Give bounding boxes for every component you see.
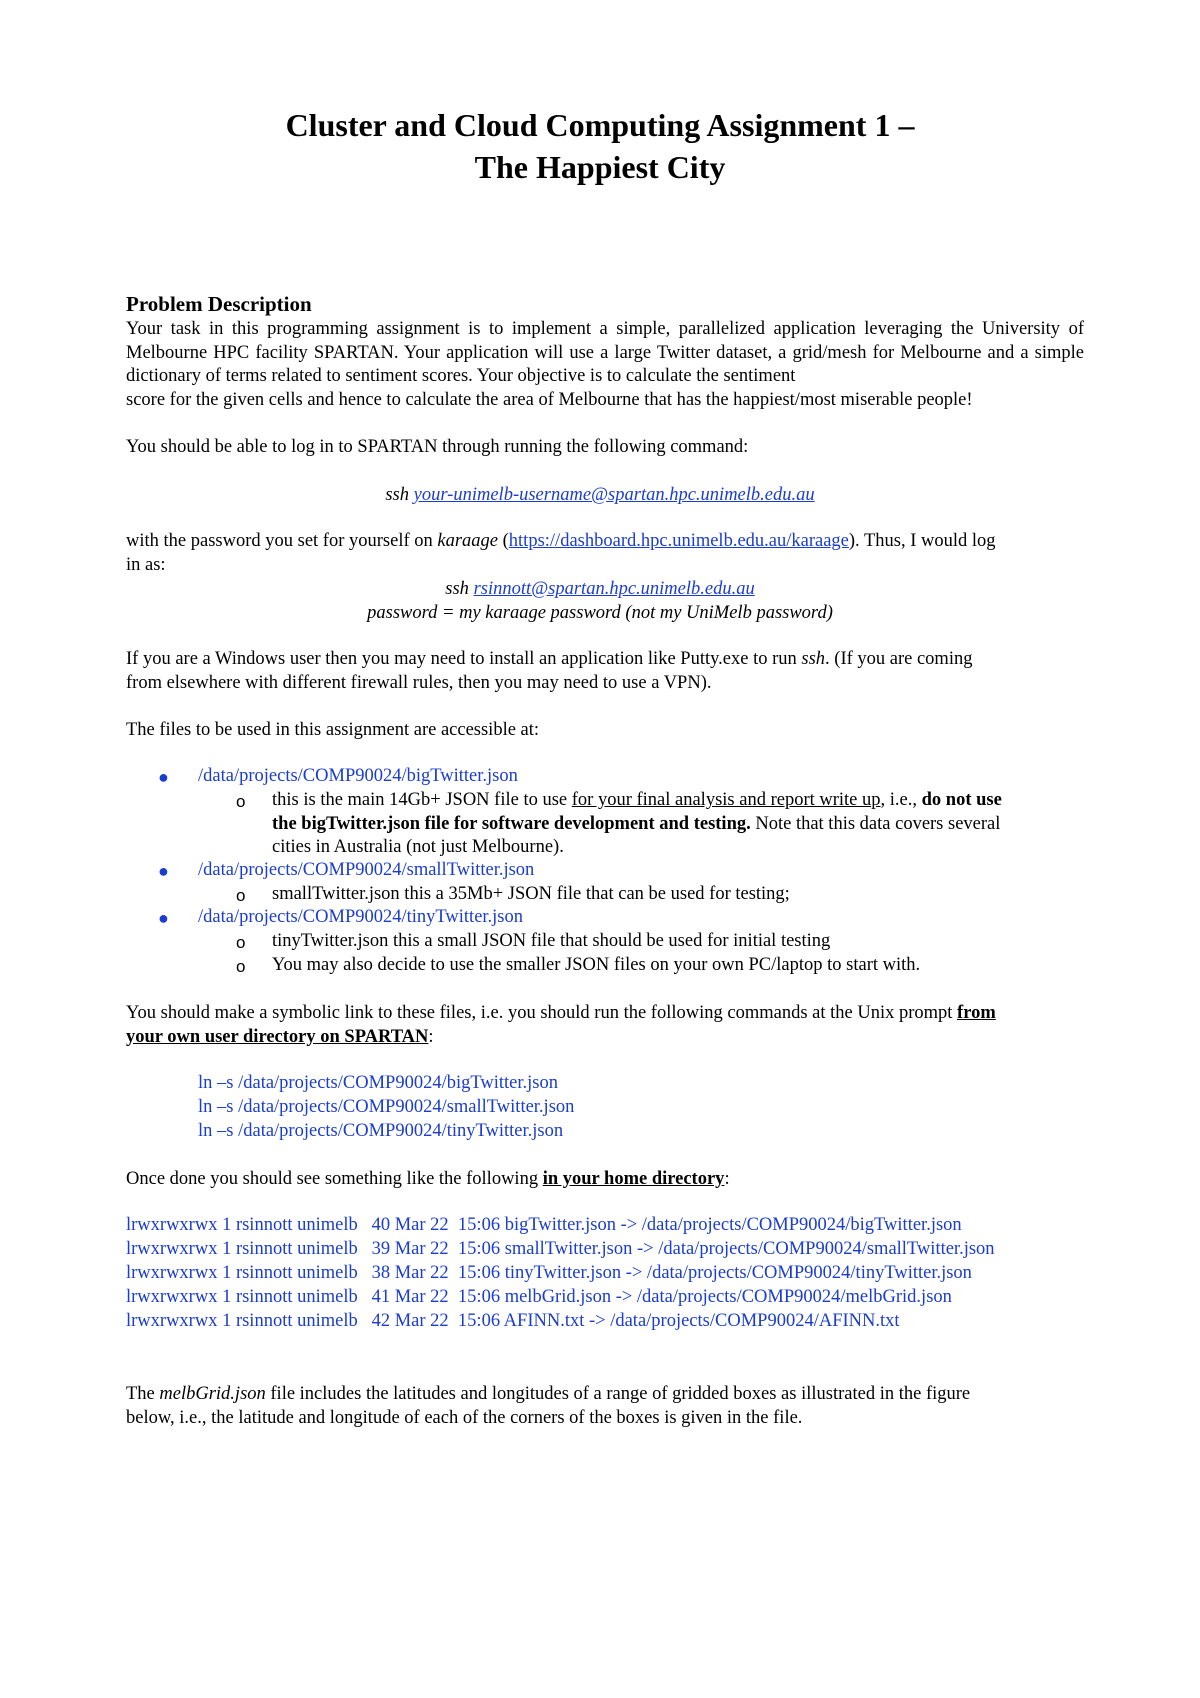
karaage-link[interactable]: https://dashboard.hpc.unimelb.edu.au/karaage [508, 531, 849, 551]
password-text: with the password you set for yourself on [126, 531, 438, 551]
home-text: Once done you should see something like the following [126, 1169, 543, 1189]
grid-line2: below, i.e., the latitude and longitude of each of the corners of the boxes is given in the file. [126, 1407, 803, 1428]
ssh-command-line [0, 483, 1200, 507]
symlink-colon: : [428, 1026, 434, 1047]
directory-listing-row: lrwxrwxrwx 1 rsinnott unimelb 42 Mar 22 15:06 AFINN.txt -> /data/projects/COMP90024/AFINN.txt [126, 1311, 900, 1331]
ssh-example-prefix: ssh [445, 579, 469, 599]
big-note-bold-line2: the bigTwitter.json file for software development and testing. [272, 813, 751, 834]
windows-text: If you are a Windows user then you may need to install an application like Putty.exe to run [126, 649, 802, 669]
files-intro: The files to be used in this assignment are accessible at: [126, 720, 540, 740]
directory-listing-row: lrwxrwxrwx 1 rsinnott unimelb 41 Mar 22 15:06 melbGrid.json -> /data/projects/COMP90024/melbGrid.json [126, 1287, 952, 1307]
section-heading: Problem Description [126, 292, 312, 316]
sub-bullet-marker: o [236, 886, 246, 905]
windows-paragraph [126, 648, 1084, 695]
symlink-command: ln –s /data/projects/COMP90024/tinyTwitter.json [198, 1121, 564, 1141]
sub-bullet-marker: o [236, 933, 246, 952]
file-path-tiny: /data/projects/COMP90024/tinyTwitter.json [198, 907, 524, 927]
symlink-bold-from: from [957, 1003, 996, 1023]
password-paragraph [126, 530, 1084, 577]
password-note: password = my karaage password (not my UniMelb password) [367, 603, 833, 623]
ssh-prefix: ssh [385, 485, 410, 505]
big-note-line3: cities in Australia (not just Melbourne). [272, 837, 564, 857]
directory-listing-row: lrwxrwxrwx 1 rsinnott unimelb 38 Mar 22 15:06 tinyTwitter.json -> /data/projects/COMP90024/tinyTwitter.json [126, 1263, 972, 1283]
big-note-part1: this is the main 14Gb+ JSON file to use [272, 790, 572, 810]
big-note-line2-rest: Note that this data covers several [750, 813, 1001, 834]
ssh-example-link[interactable]: rsinnott@spartan.hpc.unimelb.edu.au [473, 579, 755, 599]
big-note-part3: , i.e., [880, 790, 922, 810]
ssh-username-link[interactable]: your-unimelb-username@spartan.hpc.unimelb.edu.au [413, 485, 815, 505]
small-file-note: smallTwitter.json this a 35Mb+ JSON file that can be used for testing; [272, 884, 790, 904]
problem-paragraph-body: Your task in this programming assignment is to implement a simple, parallelized application leveraging the University of Melbourne HPC facility SPARTAN. Your application will use a large Twitter dataset, a grid/mesh for Melbourne and a simple dictionary of terms related to sentiment scores. Your objective is to calculate the sentiment [126, 319, 1084, 386]
windows-ssh: ssh [801, 649, 826, 669]
big-file-note [272, 789, 1084, 860]
bullet-dot: ● [158, 861, 169, 881]
sub-bullet-marker: o [236, 957, 246, 976]
symlink-text: You should make a symbolic link to these files, i.e. you should run the following commands at the Unix prompt [126, 1003, 958, 1023]
big-note-underline: for your final analysis and report write up [571, 790, 881, 810]
tiny-file-note: tinyTwitter.json this a small JSON file that should be used for initial testing [272, 931, 831, 951]
grid-text-post: file includes the latitudes and longitudes of a range of gridded boxes as illustrated in the figure [265, 1384, 971, 1404]
grid-paragraph [126, 1383, 1084, 1430]
big-note-bold: do not use [921, 790, 1002, 810]
login-intro: You should be able to log in to SPARTAN through running the following command: [126, 437, 749, 457]
symlink-paragraph [126, 1002, 1084, 1049]
karaage-word: karaage [437, 531, 498, 551]
file-path-big: /data/projects/COMP90024/bigTwitter.json [198, 766, 518, 786]
home-intro [126, 1168, 1084, 1192]
home-bold: in your home directory [542, 1169, 725, 1189]
problem-paragraph [126, 318, 1084, 412]
ssh-example-line [0, 577, 1200, 601]
bullet-dot: ● [158, 908, 169, 928]
karaage-open: ( [498, 531, 509, 551]
karaage-close: ). Thus, I would log [848, 531, 996, 551]
bullet-dot: ● [158, 767, 169, 787]
home-colon: : [724, 1169, 730, 1189]
windows-post: . (If you are coming [825, 649, 973, 669]
local-pc-note: You may also decide to use the smaller JSON files on your own PC/laptop to start with. [272, 955, 921, 975]
file-path-small: /data/projects/COMP90024/smallTwitter.json [198, 860, 535, 880]
login-as-text: in as: [126, 554, 166, 575]
directory-listing-row: lrwxrwxrwx 1 rsinnott unimelb 39 Mar 22 15:06 smallTwitter.json -> /data/projects/COMP90024/smallTwitter.json [126, 1239, 995, 1259]
problem-paragraph-last-line: score for the given cells and hence to calculate the area of Melbourne that has the happiest/most miserable people! [126, 389, 973, 410]
document-title-line2: The Happiest City [474, 149, 726, 185]
windows-line2: from elsewhere with different firewall rules, then you may need to use a VPN). [126, 672, 712, 693]
symlink-command: ln –s /data/projects/COMP90024/bigTwitter.json [198, 1073, 558, 1093]
document-title-line1: Cluster and Cloud Computing Assignment 1 – [285, 107, 915, 143]
sub-bullet-marker: o [236, 792, 246, 811]
symlink-bold-directory: your own user directory on SPARTAN [126, 1026, 429, 1047]
grid-text: The [126, 1384, 160, 1404]
directory-listing-row: lrwxrwxrwx 1 rsinnott unimelb 40 Mar 22 15:06 bigTwitter.json -> /data/projects/COMP90024/bigTwitter.json [126, 1215, 962, 1235]
grid-file-name: melbGrid.json [159, 1384, 266, 1404]
symlink-command: ln –s /data/projects/COMP90024/smallTwitter.json [198, 1097, 575, 1117]
